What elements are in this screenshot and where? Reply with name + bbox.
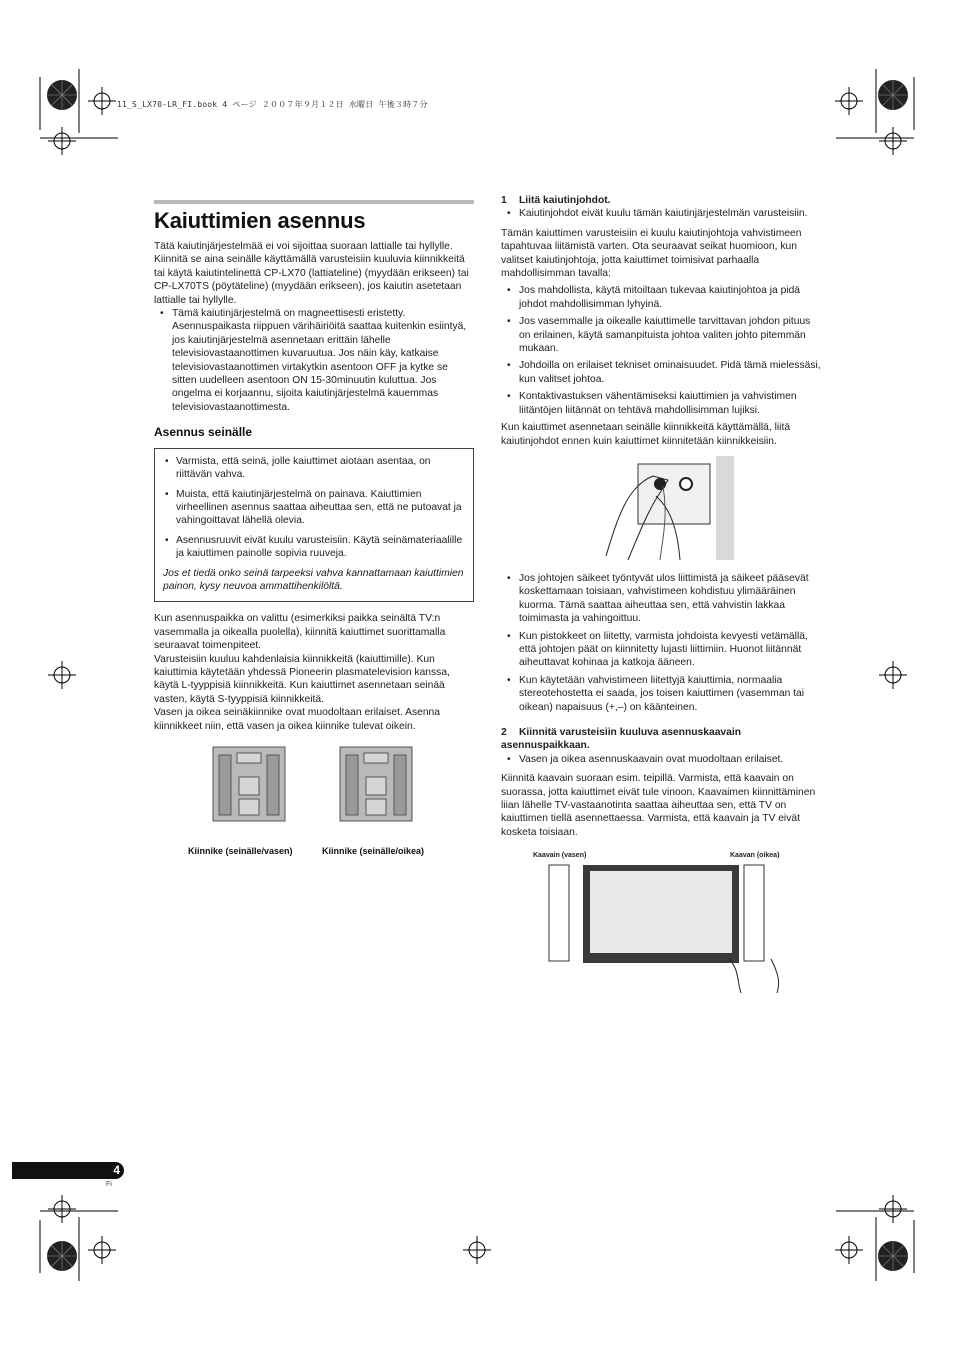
step-number: 2 (501, 726, 507, 738)
page-title: Kaiuttimien asennus (154, 208, 366, 233)
title-rule (154, 200, 474, 204)
bracket-right-illustration (336, 743, 416, 825)
template-tv-illustration (541, 859, 791, 999)
list-item: • Vasen ja oikea asennuskaavain ovat muodoltaan erilaiset. (501, 753, 821, 766)
wiring-illustration (598, 456, 738, 562)
bracket-left-illustration (209, 743, 289, 825)
list-item: • Kaiutinjohdot eivät kuulu tämän kaiutinjärjestelmän varusteisiin. (501, 207, 821, 220)
list-item: • Tämä kaiutinjärjestelmä on magneettisesti eristetty. Asennuspaikasta riippuen värihäiriöitä saattaa kuitenkin esiintyä, jos kaiutinjärjestelmä asennetaan erittäin lähelle televisiovastaanottimen kuvaruutua. Jos näin käy, katkaise televisiovastaanottimen virtakytkin asentoon OFF ja kytke se sitten uudelleen asentoon ON 15-30minuutin kuluttua. Jos ongelma ei korjaannu, sijoita kaiutinjärjestelmä kauemmas televisiovastaanottimesta. (154, 307, 474, 414)
bracket-right-caption: Kiinnike (seinälle/oikea) (322, 846, 425, 856)
left-column (154, 200, 474, 861)
paragraph: Kiinnitä kaavain suoraan esim. teipillä. Varmista, että kaavain on suorassa, jotta kaiuttimet eivät tule vinoon. Kaavaimen kiinnittäminen liian lähelle TV-vastaanotinta saattaa aiheuttaa sen, että TV on kaiuttimen tiellä asennettaessa. Varmista, että kaavain ja TV eivät kosketa toisiaan. (501, 773, 816, 838)
caution-box (154, 448, 474, 603)
template-figure (501, 849, 821, 999)
language-code: Fi (106, 1181, 112, 1188)
bracket-figures (154, 743, 474, 861)
file-header: 11_S_LX70-LR_FI.book 4 ページ ２００７年９月１２日 水曜日 午後３時７分 (117, 100, 428, 109)
list-item: • Johdoilla on erilaiset tekniset ominaisuudet. Pidä tämä mielessäsi, kun valitset johtoa. (501, 359, 821, 386)
template-right-label: Kaavan (oikea) (730, 852, 780, 860)
step-title: Liitä kaiutinjohdot. (519, 195, 611, 206)
caution-note: Jos et tiedä onko seinä tarpeeksi vahva kannattamaan kaiuttimien painon, kysy neuvoa ammattihenkilöltä. (163, 567, 464, 592)
page-number: 4 (113, 1163, 120, 1177)
right-column (501, 194, 821, 999)
magnet-bullet-list (154, 307, 474, 414)
step-1-heading (501, 194, 821, 207)
step-2-heading (501, 726, 821, 753)
list-item: • Kun pistokkeet on liitetty, varmista johdoista kevyesti vetämällä, että johtojen päät on kiinnitetty lujasti liittimiin. Huonot liitännät aiheuttavat kohinaa ja katkoja ääneen. (501, 630, 821, 670)
bracket-left-caption: Kiinnike (seinälle/vasen) (188, 846, 293, 856)
list-item: • Asennusruuvit eivät kuulu varusteisiin. Käytä seinämateriaalille ja kaiuttimen painolle sopivia ruuveja. (163, 534, 465, 561)
paragraph: Kun asennuspaikka on valittu (esimerkiksi paikka seinältä TV:n vasemmalla ja oikealla puolella), kiinnitä kaiuttimet suorittamalla seuraavat toimenpiteet. (154, 613, 446, 652)
list-item: • Jos mahdollista, käytä mitoiltaan tukevaa kaiutinjohtoa ja pidä johdot mahdollisimman lyhyinä. (501, 284, 821, 311)
list-item: • Kun käytetään vahvistimeen liitettyjä kaiuttimia, normaalia stereotehostetta ei saada, jos toisen kaiuttimen (vasemman tai oikean) napaisuus (+,–) on käänteinen. (501, 674, 821, 714)
step-number: 1 (501, 195, 507, 206)
paragraph: Kun kaiuttimet asennetaan seinälle kiinnikkeitä käyttämällä, liitä kaiutinjohdot ennen kuin kaiuttimet kiinnitetään kiinnikkeisiin. (501, 422, 791, 447)
list-item: • Jos johtojen säikeet työntyvät ulos liittimistä ja säikeet pääsevät koskettamaan toisiaan, vahvistimeen kohdistuu ylimääräinen kuorma. Tämä saattaa aiheuttaa sen, että vahvistin lakkaa toimimasta ja vahingoittuu. (501, 572, 821, 626)
section-heading: Asennus seinälle (154, 425, 253, 440)
template-left-label: Kaavain (vasen) (533, 852, 587, 860)
list-item: • Varmista, että seinä, jolle kaiuttimet aiotaan asentaa, on riittävän vahva. (163, 455, 465, 482)
list-item: • Jos vasemmalle ja oikealle kaiuttimelle tarvittavan johdon pituus on erilainen, käytä samanpituista johtoa valiten johto pitemmän mukaan. (501, 315, 821, 355)
step-title: Kiinnitä varusteisiin kuuluva asennuskaavain asennuspaikkaan. (501, 726, 742, 752)
paragraph: Vasen ja oikea seinäkiinnike ovat muodoltaan erilaiset. Asenna kiinnikkeet niin, että vasen ja oikea kiinnike tulevat oikein. (154, 707, 441, 732)
list-item: • Kontaktivastuksen vähentämiseksi kaiuttimien ja vahvistimen liitäntöjen liitännät on tehtävä mahdollisimman lujiksi. (501, 390, 821, 417)
list-item: • Muista, että kaiutinjärjestelmä on painava. Kaiuttimien virheellinen asennus saattaa aiheuttaa sen, että ne putoavat ja vahingoittavat lähellä olevia. (163, 488, 465, 528)
paragraph: Tämän kaiuttimen varusteisiin ei kuulu kaiutinjohtoja vahvistimeen tapahtuvaa liitämistä varten. Ota seuraavat seikat huomioon, kun valitset kaiutinjohtoja, jotta kaiuttimet toimisivat parhaalla mahdollisimman tavalla: (501, 227, 802, 280)
paragraph: Varusteisiin kuuluu kahdenlaisia kiinnikkeitä (kaiuttimille). Kun kaiuttimia käytetään yhdessä Pioneerin plasmatelevision kanssa, käytä L-tyyppisiä kiinnikkeitä. Kun kaiuttimet asennetaan seinää vasten, käytä S-tyyppisiä kiinnikkeitä. (154, 653, 450, 705)
intro-paragraph: Tätä kaiutinjärjestelmää ei voi sijoittaa suoraan lattialle tai hyllylle. Kiinnitä se aina seinälle käyttämällä varusteisiin kuuluvia kiinnikkeitä tai käytä kaiutintelinettä CP-LX70 (lattiateline) (myydään erikseen) tai CP-LX70TS (pöytäteline) (myydään erikseen), jos kaiutin asetetaan lattialle tai hyllylle. (154, 241, 469, 306)
